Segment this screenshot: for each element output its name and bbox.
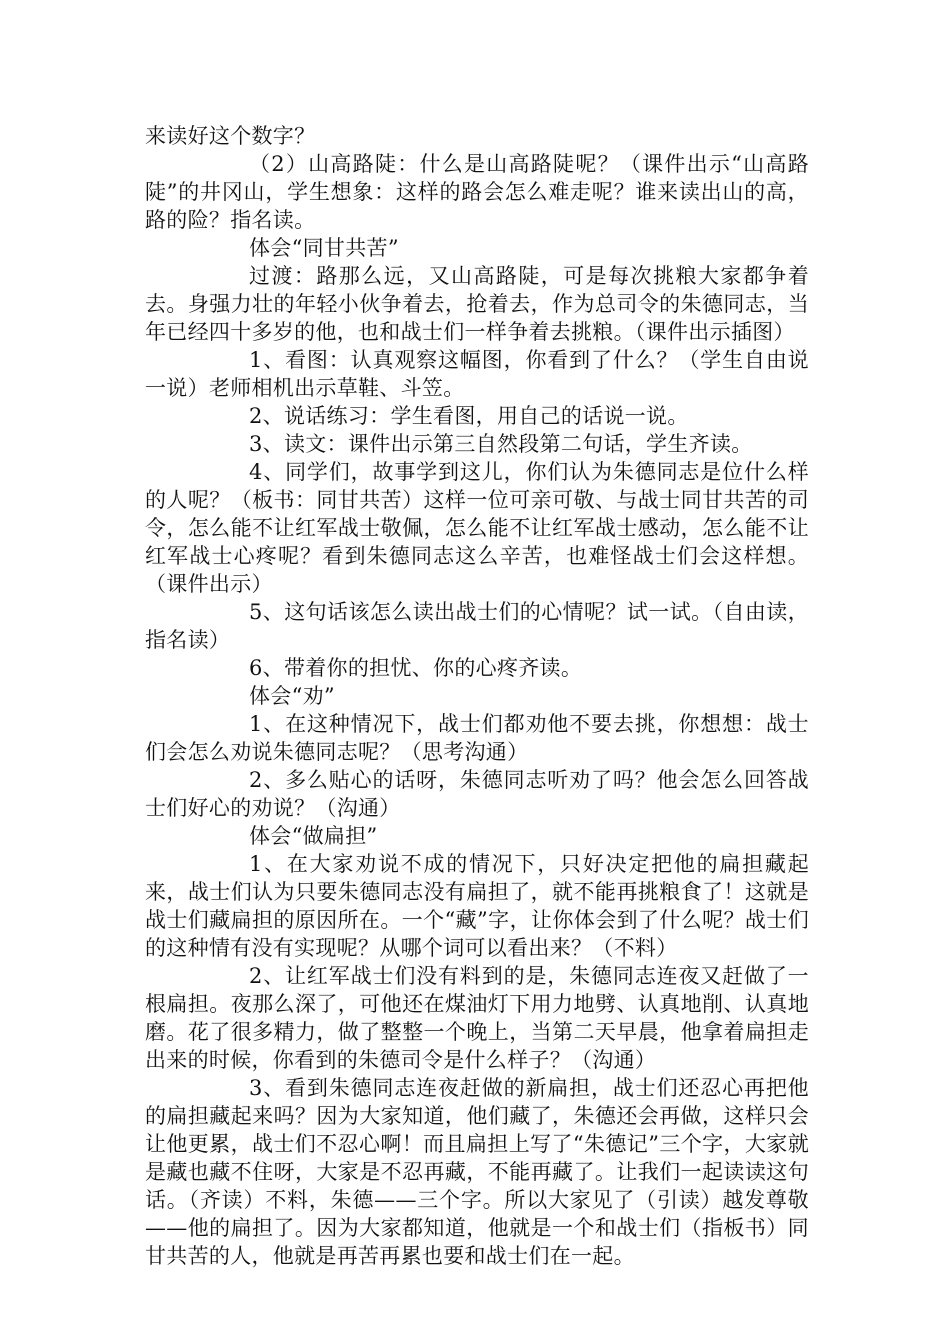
paragraph-persuade-2: 2、多么贴心的话呀，朱德同志听劝了吗？他会怎么回答战士们好心的劝说？（沟通）: [145, 768, 809, 820]
section-heading-tonggangongku: 体会“同甘共苦”: [249, 236, 399, 260]
paragraph-intro-line: 来读好这个数字？: [145, 124, 316, 148]
section-heading-quan: 体会“劝”: [249, 684, 335, 708]
paragraph-step-read-together: 6、带着你的担忧、你的心疼齐读。: [249, 656, 583, 680]
paragraph-step-read-feeling: 5、这句话该怎么读出战士们的心情呢？试一试。（自由读，指名读）: [145, 600, 809, 652]
paragraph-step-look-picture: 1、看图：认真观察这幅图，你看到了什么？（学生自由说一说）老师相机出示草鞋、斗笠。: [145, 348, 809, 400]
paragraph-make-pole-3: 3、看到朱德同志连夜赶做的新扁担，战士们还忍心再把他的扁担藏起来吗？因为大家知道，他们藏了，朱德还会再做，这样只会让他更累，战士们不忍心啊！而且扁担上写了“朱德记”三个字，大家就是藏也藏不住呀，大家是不忍再藏，不能再藏了。让我们一起读读这句话。（齐读）不料，朱德——三个字。所以大家见了（引读）越发尊敬——他的扁担了。因为大家都知道，他就是一个和战士们（指板书）同甘共苦的人，他就是再苦再累也要和战士们在一起。: [145, 1076, 809, 1268]
paragraph-step-speaking: 2、说话练习：学生看图，用自己的话说一说。: [249, 404, 689, 428]
section-heading-make-pole: 体会“做扁担”: [249, 824, 378, 848]
document-body: [145, 122, 809, 1270]
paragraph-step-reading: 3、读文：课件出示第三自然段第二句话，学生齐读。: [249, 432, 753, 456]
paragraph-step-discussion: 4、同学们，故事学到这儿，你们认为朱德同志是位什么样的人呢？（板书：同甘共苦）这样一位可亲可敬、与战士同甘共苦的司令，怎么能不让红军战士敬佩，怎么能不让红军战士感动，怎么能不让红军战士心疼呢？看到朱德同志这么辛苦，也难怪战士们会这样想。（课件出示）: [145, 460, 809, 596]
paragraph-mountain-road: （2）山高路陡：什么是山高路陡呢？（课件出示“山高路陡”的井冈山，学生想象：这样的路会怎么难走呢？谁来读出山的高，路的险？指名读。: [145, 152, 809, 232]
paragraph-persuade-1: 1、在这种情况下，战士们都劝他不要去挑，你想想：战士们会怎么劝说朱德同志呢？（思考沟通）: [145, 712, 809, 764]
paragraph-make-pole-2: 2、让红军战士们没有料到的是，朱德同志连夜又赶做了一根扁担。夜那么深了，可他还在煤油灯下用力地劈、认真地削、认真地磨。花了很多精力，做了整整一个晚上，当第二天早晨，他拿着扁担走出来的时候，你看到的朱德司令是什么样子？（沟通）: [145, 964, 809, 1072]
paragraph-make-pole-1: 1、在大家劝说不成的情况下，只好决定把他的扁担藏起来，战士们认为只要朱德同志没有扁担了，就不能再挑粮食了！这就是战士们藏扁担的原因所在。一个“藏”字，让你体会到了什么呢？战士们的这种情有没有实现呢？从哪个词可以看出来？（不料）: [145, 852, 809, 960]
paragraph-transition: 过渡：路那么远，又山高路陡，可是每次挑粮大家都争着去。身强力壮的年轻小伙争着去，抢着去，作为总司令的朱德同志，当年已经四十多岁的他，也和战士们一样争着去挑粮。（课件出示插图）: [145, 264, 809, 344]
